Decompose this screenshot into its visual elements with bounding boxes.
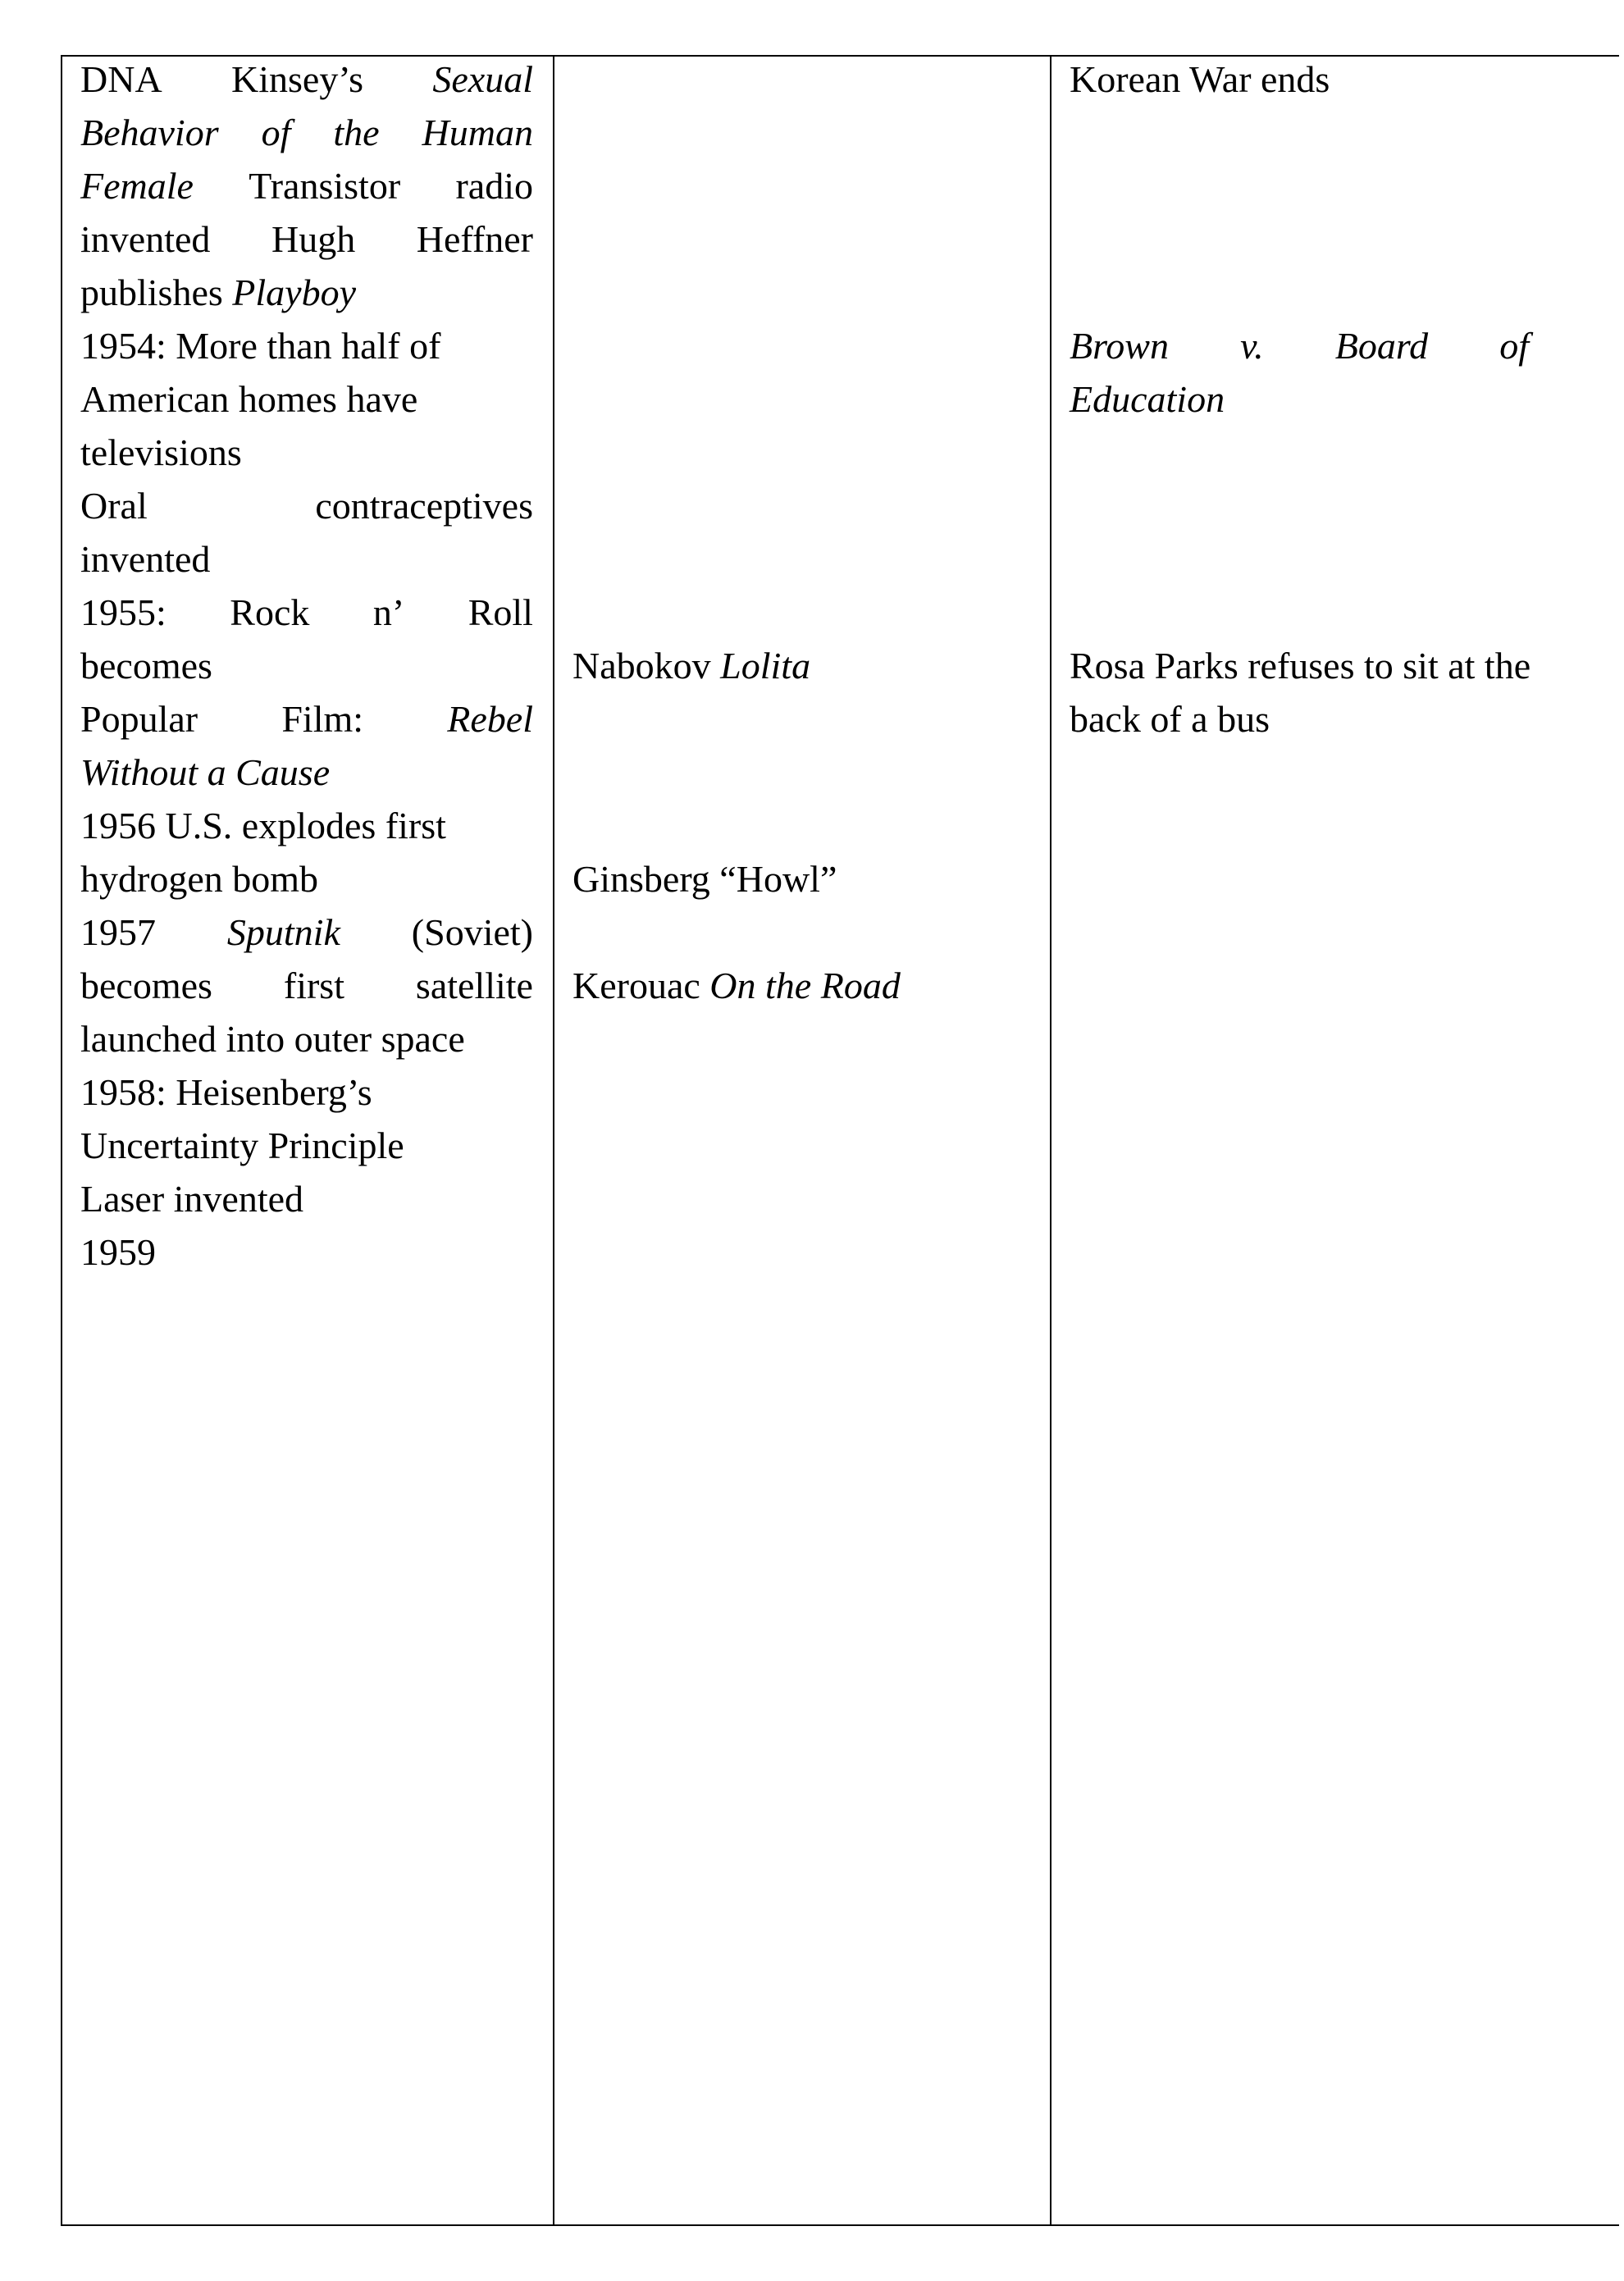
table-cell-line: hydrogen bomb	[80, 858, 319, 900]
table-column-politics	[1050, 57, 1624, 2224]
table-cell-line: Laser invented	[80, 1178, 304, 1220]
table-cell-line: 1955: Rock n’ Roll	[80, 591, 533, 633]
table-cell-line: 1958: Heisenberg’s	[80, 1071, 372, 1113]
table-column-literature	[553, 57, 1050, 2224]
table-cell-line: Ginsberg “Howl”	[573, 858, 837, 900]
table-cell-line: 1959	[80, 1231, 156, 1273]
table-cell-line: publishes Playboy	[80, 271, 356, 313]
table-cell-line: Popular Film: Rebel	[80, 698, 533, 740]
table-cell-line: Uncertainty Principle	[80, 1125, 404, 1166]
table-cell-line: Brown v. Board of	[1070, 325, 1529, 367]
table-cell-line: Korean War ends	[1070, 58, 1330, 100]
table-cell-line: American homes have	[80, 378, 418, 420]
table-cell-line: 1954: More than half of	[80, 325, 441, 367]
table-cell-line: back of a bus	[1070, 698, 1270, 740]
table-cell-line: 1957 Sputnik (Soviet)	[80, 911, 533, 953]
table-cell-line: Oral contraceptives	[80, 485, 533, 527]
table-cell-line: Kerouac On the Road	[573, 965, 901, 1006]
timeline-table	[61, 55, 1619, 2226]
table-cell-line: launched into outer space	[80, 1018, 465, 1060]
table-cell-line: Behavior of the Human	[80, 112, 533, 153]
table-cell-line: becomes	[80, 645, 212, 687]
table-cell-line: Rosa Parks refuses to sit at the	[1070, 645, 1531, 687]
table-cell-line: televisions	[80, 431, 242, 473]
table-cell-line: becomes first satellite	[80, 965, 533, 1006]
table-cell-line: Education	[1070, 378, 1225, 420]
table-cell-line: DNA Kinsey’s Sexual	[80, 58, 533, 100]
table-cell-line: invented Hugh Heffner	[80, 218, 533, 260]
table-cell-line: Without a Cause	[80, 751, 331, 793]
table-cell-line: Female Transistor radio	[80, 165, 533, 207]
table-cell-line: Nabokov Lolita	[573, 645, 811, 687]
table-cell-line: 1956 U.S. explodes first	[80, 805, 446, 846]
table-cell-line: invented	[80, 538, 211, 580]
table-column-science-culture	[61, 57, 553, 2224]
